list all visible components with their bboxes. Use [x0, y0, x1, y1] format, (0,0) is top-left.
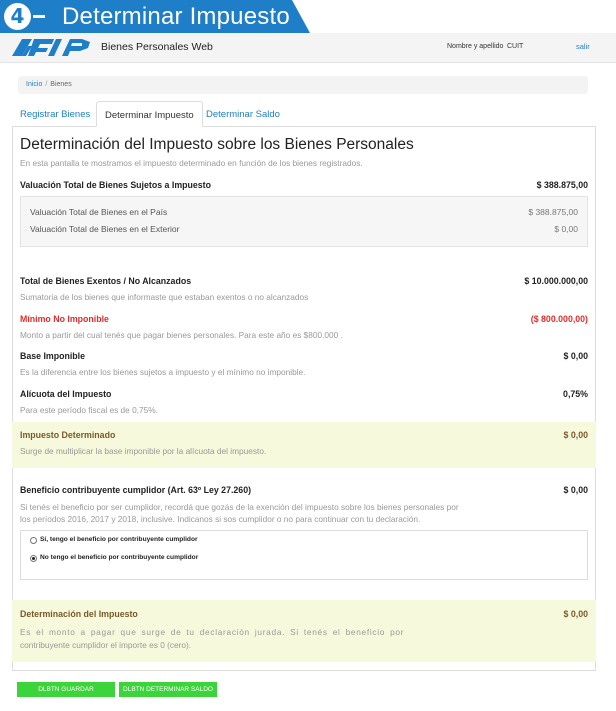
beneficio-description-line1: Si tenés el beneficio por ser cumplidor, recordá que gozás de la exención del impuesto sobre los bienes personales por [20, 502, 459, 512]
afip-logo[interactable] [10, 36, 96, 58]
breadcrumb-separator: / [45, 81, 48, 88]
valuacion-total-value: $ 388.875,00 [536, 180, 588, 190]
exentos-description: Sumatoria de los bienes que informaste que estaban exentos o no alcanzados [20, 292, 309, 302]
beneficio-value: $ 0,00 [563, 485, 588, 495]
step-banner [0, 0, 310, 33]
valuacion-exterior-value: $ 0,00 [554, 224, 578, 234]
beneficio-no-label[interactable]: No tengo el beneficio por contribuyente cumplidor [40, 554, 199, 561]
breadcrumb [18, 76, 588, 94]
impuesto-determinado-description: Surge de multiplicar la base imponible por la alícuota del impuesto. [20, 446, 267, 456]
step-title: Determinar Impuesto [62, 3, 290, 30]
valuacion-exterior-label: Valuación Total de Bienes en el Exterior [30, 224, 180, 234]
tab-bar [12, 101, 596, 127]
beneficio-description-line2: los períodos 2016, 2017 y 2018, inclusive. Indicanos si sos cumplidor o no para continuar con tu declaración. [20, 514, 421, 524]
valuacion-total-label: Valuación Total de Bienes Sujetos a Impuesto [20, 180, 211, 190]
breadcrumb-current: Bienes [50, 81, 72, 88]
tab-determinar-saldo[interactable]: Determinar Saldo [206, 109, 280, 120]
step-number: 4 [4, 3, 31, 30]
app-header [0, 33, 616, 63]
user-name-label: Nombre y apellido [447, 43, 504, 50]
beneficio-label: Beneficio contribuyente cumplidor (Art. 63º Ley 27.260) [20, 485, 252, 495]
logout-link[interactable]: salir [576, 42, 590, 51]
breadcrumb-home-link[interactable]: Inicio [26, 81, 43, 88]
base-imponible-value: $ 0,00 [563, 351, 588, 361]
exentos-value: $ 10.000.000,00 [524, 276, 588, 286]
page-subtitle: En esta pantalla te mostramos el impuesto determinado en función de los bienes registrados. [20, 158, 363, 168]
impuesto-determinado-value: $ 0,00 [563, 430, 588, 440]
alicuota-label: Alícuota del Impuesto [20, 389, 112, 399]
app-title: Bienes Personales Web [101, 41, 213, 53]
impuesto-determinado-label: Impuesto Determinado [20, 430, 116, 440]
minimo-label: Mínimo No Imponible [20, 314, 109, 324]
beneficio-no-radio[interactable] [30, 555, 37, 562]
cuit-label: CUIT [507, 43, 524, 50]
tab-registrar-bienes[interactable]: Registrar Bienes [20, 109, 91, 120]
beneficio-yes-radio[interactable] [30, 537, 37, 544]
alicuota-description: Para este período fiscal es de 0,75%. [20, 405, 158, 415]
valuacion-pais-value: $ 388.875,00 [528, 207, 578, 217]
alicuota-value: 0,75% [563, 389, 588, 399]
page-title: Determinación del Impuesto sobre los Bienes Personales [20, 136, 414, 153]
determinacion-description-line2: contribuyente cumplidor el importe es 0 (cero). [20, 640, 192, 650]
determinar-saldo-button[interactable]: DLBTN DETERMINAR SALDO [119, 682, 217, 697]
determinacion-value: $ 0,00 [563, 609, 588, 619]
determinacion-description-line1: Es el monto a pagar que surge de tu declaración jurada. Si tenés el beneficio por [20, 627, 405, 637]
impuesto-determinado-box [12, 422, 596, 468]
minimo-description: Monto a partir del cual tenés que pagar bienes personales. Para este año es $800.000 . [20, 330, 343, 340]
tab-determinar-impuesto[interactable]: Determinar Impuesto [96, 101, 203, 127]
valuacion-pais-label: Valuación Total de Bienes en el País [30, 207, 168, 217]
base-imponible-label: Base Imponible [20, 351, 86, 361]
base-imponible-description: Es la diferencia entre los bienes sujetos a impuesto y el mínimo no imponible. [20, 367, 306, 377]
valuacion-detail-box [20, 196, 588, 247]
step-dash [33, 15, 45, 18]
beneficio-yes-label[interactable]: Sí, tengo el beneficio por contribuyente cumplidor [40, 536, 198, 543]
minimo-value: ($ 800.000,00) [530, 314, 588, 324]
exentos-label: Total de Bienes Exentos / No Alcanzados [20, 276, 192, 286]
determinacion-label: Determinación del Impuesto [20, 609, 138, 619]
guardar-button[interactable]: DLBTN GUARDAR [17, 682, 115, 697]
